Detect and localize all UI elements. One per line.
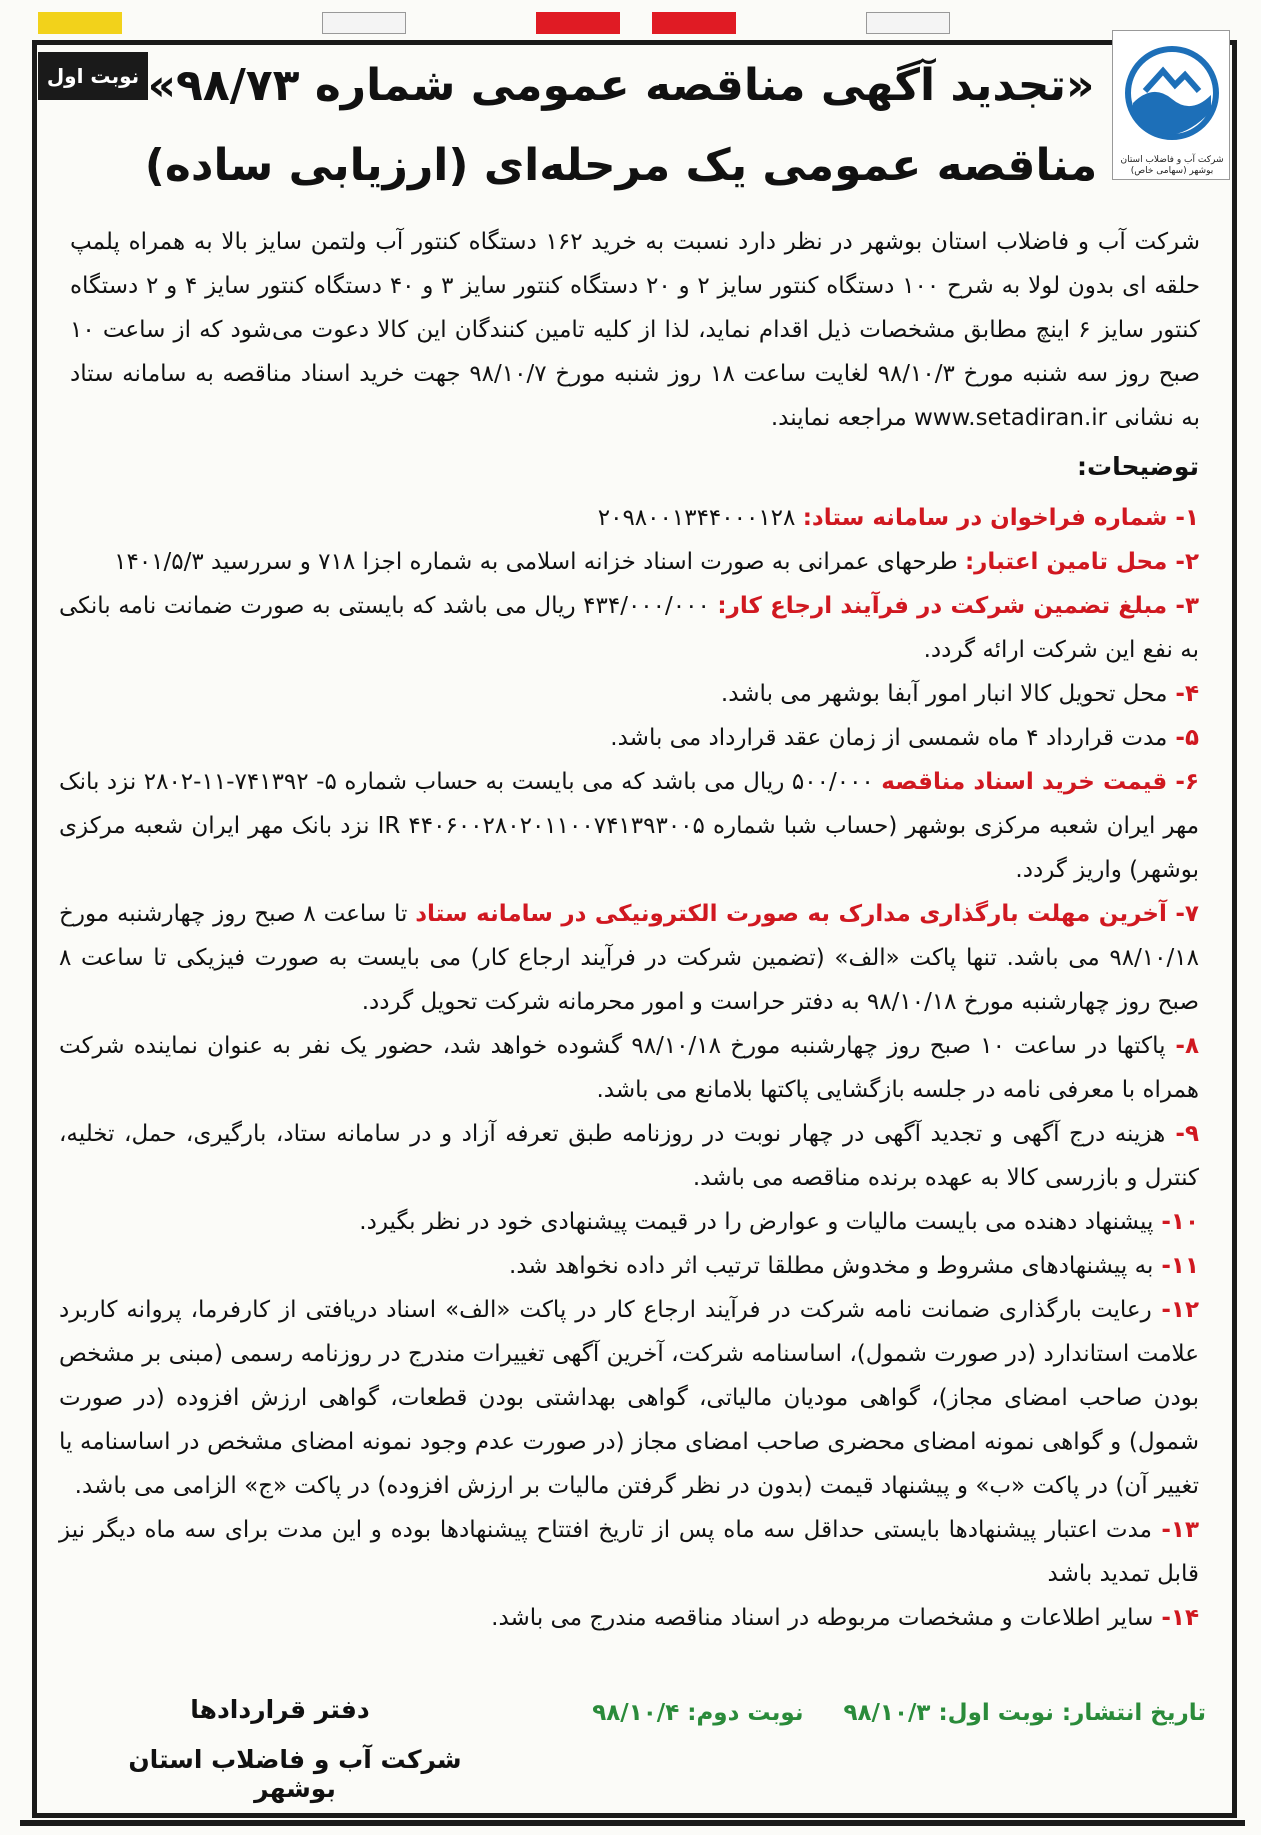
list-item: ۱۰- پیشنهاد دهنده می بایست مالیات و عوارض را در قیمت پیشنهادی خود در نظر بگیرد. bbox=[359, 1209, 1199, 1235]
list-item: ۶- قیمت خرید اسناد مناقصه ۵۰۰/۰۰۰ ریال می باشد که می بایست به حساب شماره ۵- ۷۴۱۳۹۲-۱۱-۲۸۰۲ نزد بانک مهر ایران شعبه مرکزی بوشهر (حساب شبا شماره IR ۴۴۰۶۰۰۲۸۰۲۰۱۱۰۰۷۴۱۳۹۳۰۰۵ نزد بانک مهر ایران شعبه مرکزی بوشهر) واریز گردد. bbox=[59, 769, 1200, 883]
signature-company: شرکت آب و فاضلاب استان بوشهر bbox=[128, 1745, 462, 1803]
color-strip-white bbox=[322, 12, 406, 34]
list-item: ۴- محل تحویل کالا انبار امور آبفا بوشهر می باشد. bbox=[720, 681, 1199, 707]
publication-dates bbox=[592, 1700, 1206, 1726]
list-item: ۵- مدت قرارداد ۴ ماه شمسی از زمان عقد قرارداد می باشد. bbox=[610, 725, 1199, 751]
list-item: ۹- هزینه درج آگهی و تجدید آگهی در چهار نوبت در روزنامه طبق تعرفه آزاد و در سامانه ستاد، بارگیری، حمل، تخلیه، کنترل و بازرسی کالا به عهده برنده مناقصه می باشد. bbox=[59, 1121, 1199, 1191]
intro-paragraph: شرکت آب و فاضلاب استان بوشهر در نظر دارد نسبت به خرید ۱۶۲ دستگاه کنتور آب ولتمن سایز بالا به همراه پلمپ حلقه ای بدون لولا به شرح ۱۰۰ دستگاه کنتور سایز ۲ و ۲۰ دستگاه کنتور سایز ۳ و ۴۰ دستگاه کنتور سایز ۴ و ۲ دستگاه کنتور سایز ۶ اینچ مطابق مشخصات ذیل اقدام نماید، لذا از کلیه تامین کنندگان این کالا دعوت می‌شود که از ساعت ۱۰ صبح روز سه شنبه مورخ ۹۸/۱۰/۳ لغایت ساعت ۱۸ روز شنبه مورخ ۹۸/۱۰/۷ جهت خرید اسناد مناقصه به سامانه ستاد به نشانی www.setadiran.ir مراجعه نمایند. bbox=[70, 229, 1201, 431]
page-subtitle: مناقصه عمومی یک مرحله‌ای (ارزیابی ساده) bbox=[144, 140, 1098, 191]
first-round-date: ۹۸/۱۰/۳ bbox=[843, 1700, 931, 1726]
publication-round-badge: نوبت اول bbox=[38, 52, 148, 100]
list-item: ۲- محل تامین اعتبار: طرحهای عمرانی به صورت اسناد خزانه اسلامی به شماره اجزا ۷۱۸ و سررسید ۱۴۰۱/۵/۳ bbox=[114, 549, 1199, 575]
color-strip-yellow bbox=[38, 12, 122, 34]
list-item: ۱۳- مدت اعتبار پیشنهادها بایستی حداقل سه ماه پس از تاریخ افتتاح پیشنهادها بوده و این مدت برای سه ماه دیگر نیز قابل تمدید باشد bbox=[59, 1517, 1199, 1587]
logo-caption: شرکت آب و فاضلاب استان بوشهر (سهامی خاص) bbox=[1120, 155, 1224, 176]
list-item: ۸- پاکتها در ساعت ۱۰ صبح روز چهارشنبه مورخ ۹۸/۱۰/۱۸ گشوده خواهد شد، حضور یک نفر به عنوان نماینده شرکت همراه با معرفی نامه در جلسه بازگشایی پاکتها بلامانع می باشد. bbox=[59, 1033, 1200, 1103]
list-item: ۱۱- به پیشنهادهای مشروط و مخدوش مطلقا ترتیب اثر داده نخواهد شد. bbox=[509, 1253, 1199, 1279]
list-item: ۱۴- سایر اطلاعات و مشخصات مربوطه در اسناد مناقصه مندرج می باشد. bbox=[491, 1605, 1199, 1631]
page-title: «تجدید آگهی مناقصه عمومی شماره ۹۸/۷۳» bbox=[147, 60, 1095, 111]
notes-heading: توضیحات: bbox=[1077, 452, 1199, 481]
signature-office: دفتر قراردادها bbox=[190, 1695, 370, 1724]
color-strip-red bbox=[652, 12, 736, 34]
notes-list bbox=[59, 496, 1199, 1640]
list-item: ۷- آخرین مهلت بارگذاری مدارک به صورت الکترونیکی در سامانه ستاد تا ساعت ۸ صبح روز چهارشنبه مورخ ۹۸/۱۰/۱۸ می باشد. تنها پاکت «الف» (تضمین شرکت در فرآیند ارجاع کار) می بایست به صورت فیزیکی تا ساعت ۸ صبح روز چهارشنبه مورخ ۹۸/۱۰/۱۸ به دفتر حراست و امور محرمانه شرکت تحویل گردد. bbox=[59, 901, 1199, 1015]
color-strip-white bbox=[866, 12, 950, 34]
second-round-date: ۹۸/۱۰/۴ bbox=[592, 1700, 680, 1726]
publication-label: تاریخ انتشار: bbox=[1061, 1700, 1206, 1726]
water-drop-logo-icon bbox=[1123, 41, 1221, 151]
list-item: ۳- مبلغ تضمین شرکت در فرآیند ارجاع کار: ۴۳۴/۰۰۰/۰۰۰ ریال می باشد که بایستی به صورت ضمانت نامه بانکی به نفع این شرکت ارائه گردد. bbox=[59, 593, 1199, 663]
first-round-label: نوبت اول: bbox=[938, 1700, 1054, 1726]
company-logo bbox=[1112, 30, 1230, 180]
publication-first bbox=[843, 1700, 1206, 1726]
second-round-label: نوبت دوم: bbox=[687, 1700, 804, 1726]
publication-second bbox=[592, 1700, 803, 1726]
bottom-rule bbox=[20, 1820, 1245, 1826]
list-item: ۱۲- رعایت بارگذاری ضمانت نامه شرکت در فرآیند ارجاع کار در پاکت «الف» اسناد دریافتی از کارفرما، پروانه کاربرد علامت استاندارد (در صورت شمول)، اساسنامه شرکت، آخرین آگهی تغییرات مندرج در روزنامه رسمی (مبنی بر مشخص بودن صاحب امضای مجاز)، گواهی مودیان مالیاتی، گواهی بهداشتی بودن قطعات، گواهی ارزش افزوده (در صورت شمول) و گواهی نمونه امضای محضری صاحب امضای مجاز (در صورت عدم وجود نمونه امضای مشخص در اساسنامه یا تغییر آن) در پاکت «ب» و پیشنهاد قیمت (بدون در نظر گرفتن مالیات بر ارزش افزوده) در پاکت «ج» الزامی می باشد. bbox=[59, 1297, 1199, 1499]
list-item: ۱- شماره فراخوان در سامانه ستاد: ۲۰۹۸۰۰۱۳۴۴۰۰۰۱۲۸ bbox=[597, 505, 1199, 531]
color-strip-red bbox=[536, 12, 620, 34]
